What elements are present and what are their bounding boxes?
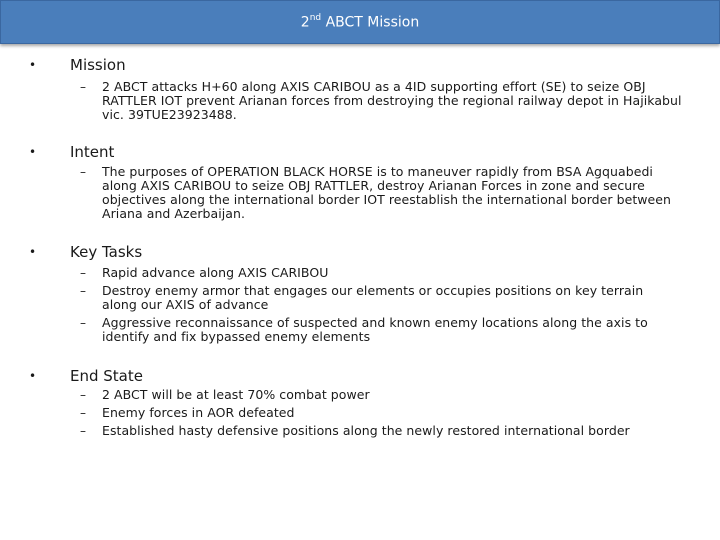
dash-icon: – (80, 388, 86, 402)
bullet-icon: • (29, 145, 37, 159)
list-item-text: Enemy forces in AOR defeated (102, 405, 295, 420)
section-heading: Mission (70, 56, 126, 74)
dash-icon: – (80, 284, 86, 298)
list-item-text: Destroy enemy armor that engages our elements or occupies positions on key terrain along our AXIS of advance (102, 283, 644, 312)
slide-title-bar (0, 0, 720, 44)
section-heading: End State (70, 367, 143, 385)
dash-icon: – (80, 424, 86, 438)
slide-title: 2nd ABCT Mission (300, 12, 420, 31)
list-item-text: 2 ABCT will be at least 70% combat power (102, 387, 370, 402)
list-item-text: Rapid advance along AXIS CARIBOU (102, 265, 329, 280)
list-item-text: The purposes of OPERATION BLACK HORSE is to maneuver rapidly from BSA Agquabedi along AXIS CARIBOU to seize OBJ RATTLER, destroy Arianan Forces in zone and secure objectives along the international border IOT reestablish the international border between Ariana and Azerbaijan. (102, 164, 672, 221)
dash-icon: – (80, 80, 86, 94)
dash-icon: – (80, 316, 86, 330)
list-item-text: Aggressive reconnaissance of suspected and known enemy locations along the axis to identify and fix bypassed enemy elements (102, 315, 648, 344)
dash-icon: – (80, 406, 86, 420)
dash-icon: – (80, 266, 86, 280)
section-heading: Key Tasks (70, 243, 143, 261)
dash-icon: – (80, 165, 86, 179)
list-item-text: 2 ABCT attacks H+60 along AXIS CARIBOU as a 4ID supporting effort (SE) to seize OBJ RATTLER IOT prevent Arianan forces from destroying the regional railway depot in Hajikabul vic. 39TUE23923488. (102, 79, 682, 122)
bullet-icon: • (29, 58, 37, 72)
section-heading: Intent (70, 143, 115, 161)
bullet-icon: • (29, 245, 37, 259)
list-item-text: Established hasty defensive positions along the newly restored international border (102, 423, 630, 438)
bullet-icon: • (29, 369, 37, 383)
